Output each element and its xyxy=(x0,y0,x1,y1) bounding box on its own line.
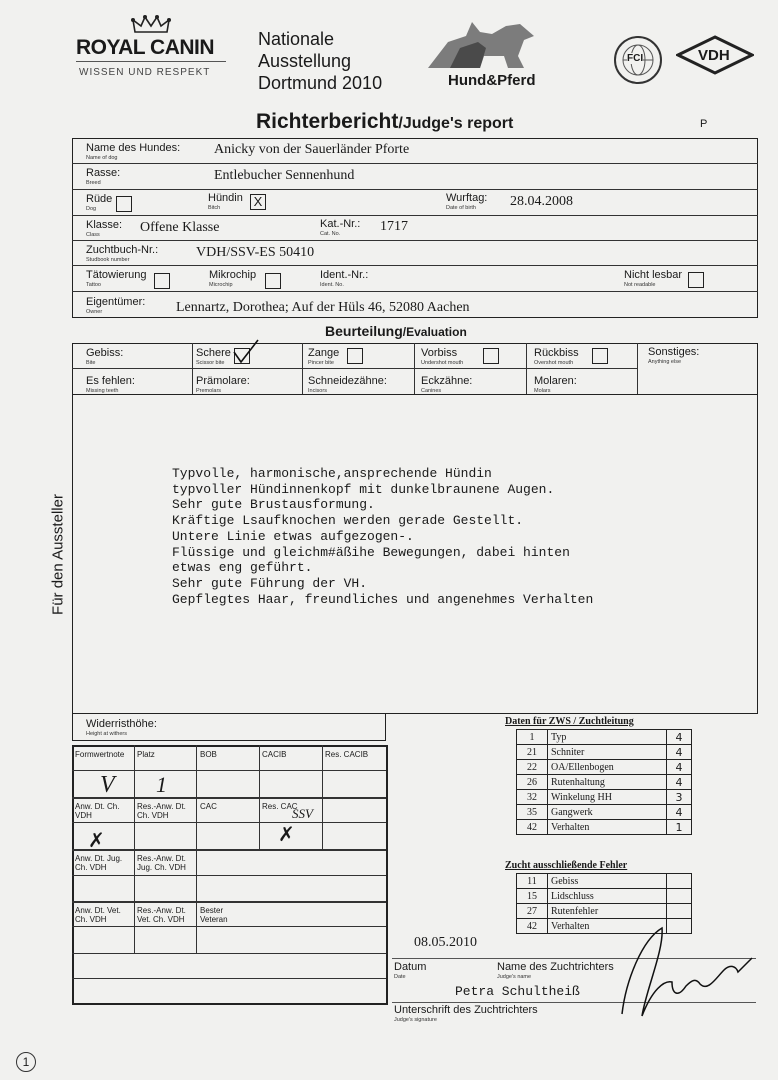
female-check-mark: X xyxy=(253,194,263,209)
col-res-cacib: Res. CACIB xyxy=(325,750,369,759)
breed-value: Entlebucher Sennenhund xyxy=(214,168,355,183)
corner-mark: P xyxy=(700,118,708,130)
row4-a: Anw. Dt. Vet. Ch. VDH xyxy=(75,906,121,924)
chip-checkbox[interactable] xyxy=(265,273,281,289)
zws-num: 42 xyxy=(517,919,548,934)
page-number: 1 xyxy=(16,1052,36,1072)
report-line: Kräftige Lsaufknochen werden gerade Gestellt. xyxy=(172,513,524,529)
row2-c: CAC xyxy=(200,802,217,811)
fci-text: FCI xyxy=(627,53,644,64)
zws-label: Winkelung HH xyxy=(548,790,667,805)
evaluation-heading: Beurteilung/Evaluation xyxy=(325,323,467,339)
report-lines xyxy=(172,466,593,607)
hund-pferd-logo xyxy=(420,12,540,96)
zws-label: Verhalten xyxy=(548,820,667,835)
zws-row xyxy=(517,820,692,835)
other-label: Sonstiges: Anything else xyxy=(648,346,700,365)
zws-score[interactable]: 4 xyxy=(667,745,692,760)
report-line: Untere Linie etwas aufgezogen-. xyxy=(172,528,414,544)
name-value: Anicky von der Sauerländer Pforte xyxy=(214,142,410,157)
report-line: Sehr gute Führung der VH. xyxy=(172,575,368,591)
zws-score[interactable]: 4 xyxy=(667,775,692,790)
zws-score[interactable]: 1 xyxy=(667,820,692,835)
zws-row xyxy=(517,745,692,760)
exhibitor-side-label: Für den Aussteller xyxy=(49,494,67,615)
zws-num: 11 xyxy=(517,874,548,889)
unreadable-checkbox[interactable] xyxy=(688,272,704,288)
zws-row xyxy=(517,889,692,904)
report-line: Gepflegtes Haar, freundliches und angenehmes Verhalten xyxy=(172,591,594,607)
col-place: Platz xyxy=(137,750,155,759)
report-line: Typvolle, harmonische,ansprechende Hündin xyxy=(172,466,492,481)
undershot-checkbox[interactable] xyxy=(483,348,499,364)
vdh-logo xyxy=(676,35,754,75)
zws-label: Rutenhaltung xyxy=(548,775,667,790)
report-line: etwas eng geführt. xyxy=(172,560,313,576)
name-label: Name des Hundes: Name of dog xyxy=(86,142,181,161)
event-line-2: Ausstellung xyxy=(258,51,352,71)
overshot-label: Rückbiss Overshot mouth xyxy=(534,347,579,366)
judge-label: Name des Zuchtrichters Judge's name xyxy=(497,961,614,980)
premolars-label: Prämolare: Premolars xyxy=(196,375,250,394)
zws-score[interactable]: 3 xyxy=(667,790,692,805)
chip-label: Mikrochip Microchip xyxy=(209,269,257,288)
class-value: Offene Klasse xyxy=(140,220,220,235)
male-checkbox[interactable] xyxy=(116,196,132,212)
zws-score[interactable] xyxy=(667,889,692,904)
zws-num: 22 xyxy=(517,760,548,775)
scissor-label: Schere Scissor bite xyxy=(196,347,231,366)
owner-label: Eigentümer: Owner xyxy=(86,296,146,315)
zws-num: 26 xyxy=(517,775,548,790)
zws-label: OA/Ellenbogen xyxy=(548,760,667,775)
zws-score[interactable]: 4 xyxy=(667,760,692,775)
zws-num: 27 xyxy=(517,904,548,919)
report-line: Flüssige und gleichm#äßihe Bewegungen, dabei hinten xyxy=(172,544,570,560)
zws-num: 42 xyxy=(517,820,548,835)
report-line: typvoller Hündinnenkopf mit dunkelbraunene Augen. xyxy=(172,481,555,497)
zws-row xyxy=(517,730,692,745)
zws-row xyxy=(517,790,692,805)
cat-value: 1717 xyxy=(380,219,408,234)
zws-row xyxy=(517,805,692,820)
hund-pferd-wordmark: Hund&Pferd xyxy=(448,72,536,89)
female-label: Hündin Bitch xyxy=(208,192,243,211)
crown-icon xyxy=(131,14,171,34)
zws-label: Lidschluss xyxy=(548,889,667,904)
judge-value: Petra Schultheiß xyxy=(455,984,580,999)
pincer-label: Zange Pincer bite xyxy=(308,347,340,366)
col-cacib: CACIB xyxy=(262,750,287,759)
zws-num: 32 xyxy=(517,790,548,805)
row4-b: Res.-Anw. Dt. Vet. Ch. VDH xyxy=(137,906,186,924)
zws-label: Typ xyxy=(548,730,667,745)
tattoo-label: Tätowierung Tattoo xyxy=(86,269,147,288)
signature-label: Unterschrift des Zuchtrichters Judge's signature xyxy=(394,1004,538,1023)
event-title xyxy=(258,28,382,94)
fci-logo xyxy=(614,36,662,84)
row2-a: Anw. Dt. Ch. VDH xyxy=(75,802,120,820)
report-line: Sehr gute Brustausformung. xyxy=(172,497,375,513)
zws-num: 21 xyxy=(517,745,548,760)
hand-res-cac: SSV xyxy=(292,806,313,821)
zws-table xyxy=(516,729,692,835)
pincer-checkbox[interactable] xyxy=(347,348,363,364)
dob-value: 28.04.2008 xyxy=(510,194,573,209)
dog-horse-icon xyxy=(420,12,540,72)
signature-scribble xyxy=(612,920,762,1020)
faults-heading: Zucht ausschließende Fehler xyxy=(505,860,628,871)
owner-value: Lennartz, Dorothea; Auf der Hüls 46, 52080 Aachen xyxy=(176,300,470,315)
zws-score[interactable]: 4 xyxy=(667,805,692,820)
zws-score[interactable]: 4 xyxy=(667,730,692,745)
zws-num: 15 xyxy=(517,889,548,904)
female-checkbox[interactable] xyxy=(250,194,266,210)
canines-label: Eckzähne: Canines xyxy=(421,375,473,394)
row4-c: Bester Veteran xyxy=(200,906,228,924)
row2-d: Res. CAC xyxy=(262,802,298,811)
col-grade: Formwertnote xyxy=(75,750,125,759)
hand-cross-2: ✗ xyxy=(278,824,295,846)
missing-label: Es fehlen: Missing teeth xyxy=(86,375,135,394)
zws-row xyxy=(517,760,692,775)
studbook-value: VDH/SSV-ES 50410 xyxy=(196,245,315,260)
unreadable-label: Nicht lesbar Not readable xyxy=(624,269,683,288)
zws-row xyxy=(517,775,692,790)
class-label: Klasse: Class xyxy=(86,219,123,238)
zws-num: 1 xyxy=(517,730,548,745)
zws-label: Schniter xyxy=(548,745,667,760)
zws-row xyxy=(517,904,692,919)
event-line-3: Dortmund 2010 xyxy=(258,73,383,93)
zws-num: 35 xyxy=(517,805,548,820)
hand-place: 1 xyxy=(156,772,167,797)
cat-label: Kat.-Nr.: Cat. No. xyxy=(320,218,361,237)
male-label: Rüde Dog xyxy=(86,193,113,212)
height-label: Widerristhöhe: Height at withers xyxy=(86,718,157,737)
date-label: Datum Date xyxy=(394,961,427,980)
zws-label: Rutenfehler xyxy=(548,904,667,919)
hand-cross-1: ✗ xyxy=(88,830,105,852)
vdh-text: VDH xyxy=(698,47,730,64)
royal-canin-wordmark: ROYAL CANIN xyxy=(76,36,215,59)
zws-row xyxy=(517,874,692,889)
ident-label: Ident.-Nr.: Ident. No. xyxy=(320,269,369,288)
row2-b: Res.-Anw. Dt. Ch. VDH xyxy=(137,802,186,820)
bite-label: Gebiss: Bite xyxy=(86,347,124,366)
studbook-label: Zuchtbuch-Nr.: Studbook number xyxy=(86,244,159,263)
royal-canin-logo xyxy=(76,14,226,84)
zws-label: Gangwerk xyxy=(548,805,667,820)
hand-grade: V xyxy=(100,772,115,798)
col-bob: BOB xyxy=(200,750,217,759)
zws-score[interactable] xyxy=(667,874,692,889)
zws-heading: Daten für ZWS / Zuchtleitung xyxy=(505,716,634,727)
zws-label: Verhalten xyxy=(548,919,667,934)
tattoo-checkbox[interactable] xyxy=(154,273,170,289)
event-line-1: Nationale xyxy=(258,29,335,49)
undershot-label: Vorbiss Undershot mouth xyxy=(421,347,464,366)
row3-b: Res.-Anw. Dt. Jug. Ch. VDH xyxy=(137,854,186,872)
zws-label: Gebiss xyxy=(548,874,667,889)
date-value: 08.05.2010 xyxy=(414,935,477,950)
overshot-checkbox[interactable] xyxy=(592,348,608,364)
dob-label: Wurftag: Date of birth xyxy=(446,192,488,211)
zws-score[interactable] xyxy=(667,904,692,919)
scissor-check-mark xyxy=(230,338,260,368)
row3-a: Anw. Dt. Jug. Ch. VDH xyxy=(75,854,123,872)
royal-canin-tagline: WISSEN UND RESPEKT xyxy=(79,67,211,78)
molars-label: Molaren: Molars xyxy=(534,375,577,394)
report-title: Richterbericht/Judge's report xyxy=(256,110,514,133)
report-text xyxy=(172,466,593,607)
breed-label: Rasse: Breed xyxy=(86,167,121,186)
incisors-label: Schneidezähne: Incisors xyxy=(308,375,387,394)
